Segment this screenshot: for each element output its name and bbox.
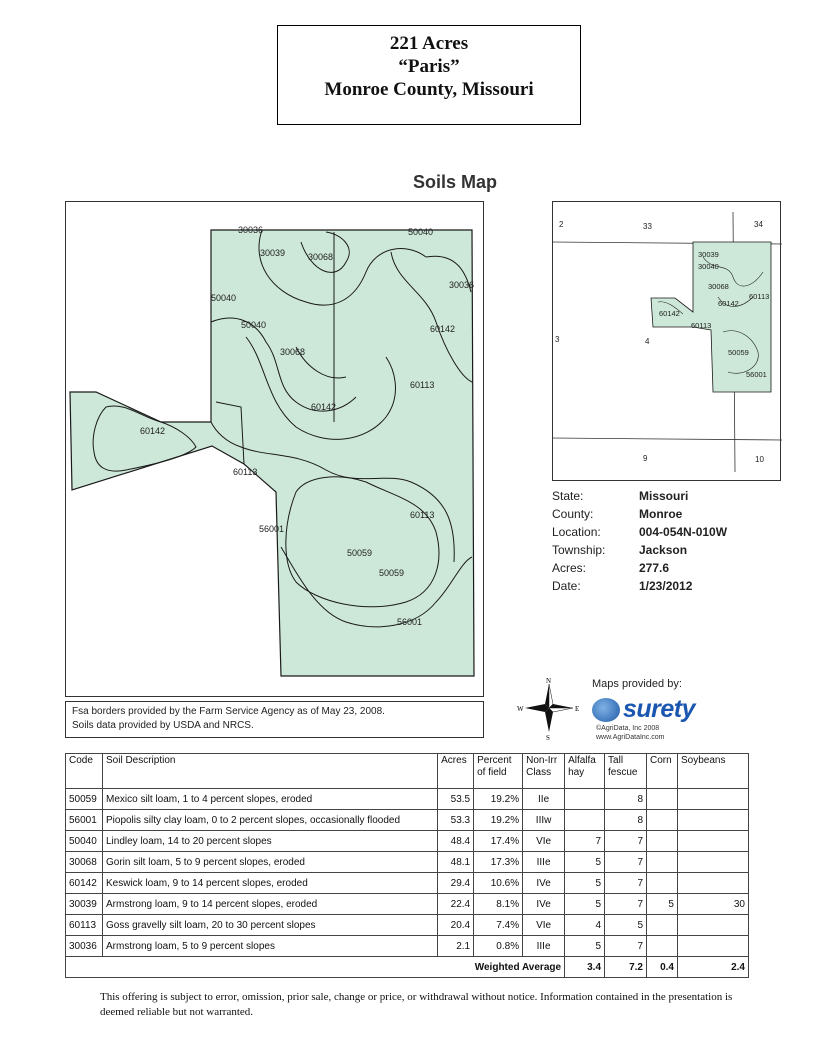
main-soils-map[interactable] — [65, 201, 484, 697]
avg-corn: 0.4 — [647, 957, 678, 978]
cell-corn — [647, 852, 678, 873]
compass-rose-icon — [517, 676, 581, 740]
cell-alfalfa: 5 — [565, 852, 605, 873]
cell-percent: 17.3% — [474, 852, 523, 873]
map-label-14: 56001 — [259, 524, 285, 534]
cell-fescue: 7 — [605, 831, 647, 852]
cell-acres: 22.4 — [438, 894, 474, 915]
section-3: 3 — [555, 335, 560, 344]
map-label-16: 50059 — [347, 548, 373, 558]
info-state — [552, 487, 727, 505]
map-label-15: 60113 — [410, 510, 435, 520]
col-acres: Acres — [438, 754, 474, 789]
section-2: 2 — [559, 220, 564, 229]
info-value: 277.6 — [639, 561, 670, 575]
map-label-10: 60113 — [410, 380, 435, 390]
cell-corn: 5 — [647, 894, 678, 915]
info-township — [552, 541, 727, 559]
cell-alfalfa: 7 — [565, 831, 605, 852]
cell-percent: 19.2% — [474, 810, 523, 831]
map-label-12: 60142 — [140, 426, 166, 436]
info-key: State: — [552, 489, 584, 503]
section-34: 34 — [754, 220, 763, 229]
info-value: Jackson — [639, 543, 688, 557]
cell-fescue: 7 — [605, 936, 647, 957]
avg-alfalfa: 3.4 — [565, 957, 605, 978]
title-box — [277, 25, 581, 125]
avg-soybeans: 2.4 — [677, 957, 748, 978]
cell-class: IIIw — [523, 810, 565, 831]
cell-alfalfa: 4 — [565, 915, 605, 936]
cell-fescue: 8 — [605, 810, 647, 831]
col-corn: Corn — [647, 754, 678, 789]
mini-label-7: 60113 — [691, 321, 712, 330]
avg-fescue: 7.2 — [605, 957, 647, 978]
cell-class: IIIe — [523, 852, 565, 873]
cell-soybeans — [677, 810, 748, 831]
map-label-6: 50040 — [241, 320, 267, 330]
info-key: Location: — [552, 525, 601, 539]
compass-n: N — [546, 677, 552, 685]
mini-label-8: 50059 — [728, 348, 749, 357]
cell-percent: 7.4% — [474, 915, 523, 936]
map-label-7: 30036 — [449, 280, 475, 290]
cell-fescue: 5 — [605, 915, 647, 936]
surety-logo — [592, 695, 732, 724]
table-row — [66, 789, 749, 810]
col-description: Soil Description — [102, 754, 437, 789]
info-county — [552, 505, 727, 523]
cell-percent: 8.1% — [474, 894, 523, 915]
info-key: Township: — [552, 543, 606, 557]
mini-label-4: 60113 — [749, 292, 770, 301]
map-label-5: 50040 — [211, 293, 237, 303]
soils-table — [65, 753, 749, 978]
cell-soybeans — [677, 873, 748, 894]
cell-code: 30039 — [66, 894, 103, 915]
map-label-11: 60142 — [311, 402, 337, 412]
mini-label-5: 60142 — [718, 299, 739, 308]
map-label-13: 60113 — [233, 467, 258, 477]
cell-percent: 0.8% — [474, 936, 523, 957]
main-map-svg — [66, 202, 485, 698]
cell-description: Lindley loam, 14 to 20 percent slopes — [102, 831, 437, 852]
compass-s: S — [546, 734, 550, 740]
info-date — [552, 577, 727, 595]
map-label-9: 30068 — [280, 347, 306, 357]
cell-fescue: 7 — [605, 873, 647, 894]
section-9: 9 — [643, 454, 648, 463]
cell-acres: 20.4 — [438, 915, 474, 936]
mini-label-2: 30040 — [698, 262, 719, 271]
col-soybeans: Soybeans — [677, 754, 748, 789]
cell-description: Mexico silt loam, 1 to 4 percent slopes, eroded — [102, 789, 437, 810]
cell-acres: 53.3 — [438, 810, 474, 831]
cell-code: 60142 — [66, 873, 103, 894]
title-acres: 221 Acres — [389, 33, 469, 54]
cell-corn — [647, 873, 678, 894]
provider-url: www.AgriDataInc.com — [596, 734, 665, 741]
info-value: 004-054N-010W — [639, 525, 728, 539]
cell-corn — [647, 831, 678, 852]
table-row — [66, 915, 749, 936]
map-label-18: 56001 — [397, 617, 423, 627]
info-value: Missouri — [639, 489, 689, 503]
cell-description: Armstrong loam, 9 to 14 percent slopes, eroded — [102, 894, 437, 915]
table-row — [66, 894, 749, 915]
table-header-row — [66, 754, 749, 789]
cell-soybeans — [677, 831, 748, 852]
info-key: County: — [552, 507, 594, 521]
surety-globe-icon — [592, 698, 620, 722]
info-key: Acres: — [552, 561, 587, 575]
mini-label-6: 60142 — [659, 309, 680, 318]
cell-corn — [647, 810, 678, 831]
cell-percent: 17.4% — [474, 831, 523, 852]
section-10: 10 — [755, 455, 764, 464]
cell-description: Gorin silt loam, 5 to 9 percent slopes, eroded — [102, 852, 437, 873]
cell-class: IIe — [523, 789, 565, 810]
cell-alfalfa: 5 — [565, 873, 605, 894]
cell-percent: 10.6% — [474, 873, 523, 894]
cell-code: 30068 — [66, 852, 103, 873]
notes-line-1: Fsa borders provided by the Farm Service Agency as of May 23, 2008. — [72, 706, 385, 717]
info-value: 1/23/2012 — [639, 579, 693, 593]
info-acres — [552, 559, 727, 577]
col-class: Non-Irr Class — [523, 754, 565, 789]
map-label-4: 50040 — [408, 227, 434, 237]
cell-soybeans — [677, 789, 748, 810]
weighted-average-row — [66, 957, 749, 978]
title-name: “Paris” — [398, 56, 460, 77]
location-info — [552, 487, 727, 595]
info-key: Date: — [552, 579, 581, 593]
cell-acres: 53.5 — [438, 789, 474, 810]
cell-alfalfa: 5 — [565, 936, 605, 957]
mini-label-1: 30039 — [698, 250, 719, 259]
map-label-8: 60142 — [430, 324, 456, 334]
disclaimer: This offering is subject to error, omission, prior sale, change or price, or withdrawal without notice. Information contained in the presentation is deemed reliable but not warranted. — [100, 991, 733, 1018]
location-mini-map[interactable] — [552, 201, 781, 481]
map-title: Soils Map — [412, 172, 497, 192]
cell-description: Keswick loam, 9 to 14 percent slopes, eroded — [102, 873, 437, 894]
cell-alfalfa: 5 — [565, 894, 605, 915]
table-row — [66, 873, 749, 894]
cell-class: VIe — [523, 915, 565, 936]
col-alfalfa: Alfalfa hay — [565, 754, 605, 789]
cell-code: 60113 — [66, 915, 103, 936]
table-row — [66, 852, 749, 873]
compass-w: W — [517, 705, 524, 713]
cell-description: Goss gravelly silt loam, 20 to 30 percent slopes — [102, 915, 437, 936]
cell-corn — [647, 936, 678, 957]
mini-label-9: 56001 — [746, 370, 767, 379]
notes-line-2: Soils data provided by USDA and NRCS. — [72, 720, 254, 731]
col-code: Code — [66, 754, 103, 789]
info-location — [552, 523, 727, 541]
data-source-notes — [65, 701, 484, 738]
cell-fescue: 8 — [605, 789, 647, 810]
map-label-17: 50059 — [379, 568, 405, 578]
mini-map-svg — [553, 202, 782, 482]
table-row — [66, 831, 749, 852]
cell-description: Piopolis silty clay loam, 0 to 2 percent slopes, occasionally flooded — [102, 810, 437, 831]
cell-class: IIIe — [523, 936, 565, 957]
cell-soybeans — [677, 852, 748, 873]
cell-corn — [647, 915, 678, 936]
surety-logo-text: surety — [623, 695, 696, 723]
cell-soybeans — [677, 915, 748, 936]
cell-fescue: 7 — [605, 894, 647, 915]
cell-soybeans: 30 — [677, 894, 748, 915]
weighted-average-label: Weighted Average — [66, 957, 565, 978]
cell-acres: 48.4 — [438, 831, 474, 852]
cell-code: 50040 — [66, 831, 103, 852]
cell-acres: 2.1 — [438, 936, 474, 957]
cell-class: VIe — [523, 831, 565, 852]
table-row — [66, 810, 749, 831]
cell-soybeans — [677, 936, 748, 957]
col-fescue: Tall fescue — [605, 754, 647, 789]
cell-percent: 19.2% — [474, 789, 523, 810]
cell-code: 50059 — [66, 789, 103, 810]
provider-copyright: ©AgriData, Inc 2008 — [596, 725, 660, 732]
map-label-3: 30068 — [308, 252, 334, 262]
cell-alfalfa — [565, 810, 605, 831]
cell-acres: 48.1 — [438, 852, 474, 873]
cell-description: Armstrong loam, 5 to 9 percent slopes — [102, 936, 437, 957]
col-percent: Percent of field — [474, 754, 523, 789]
cell-class: IVe — [523, 894, 565, 915]
field-boundary — [70, 230, 474, 676]
compass-e: E — [575, 705, 580, 713]
map-label-2: 30039 — [260, 248, 286, 258]
cell-acres: 29.4 — [438, 873, 474, 894]
info-value: Monroe — [639, 507, 683, 521]
mini-label-3: 30068 — [708, 282, 729, 291]
cell-corn — [647, 789, 678, 810]
cell-code: 56001 — [66, 810, 103, 831]
cell-class: IVe — [523, 873, 565, 894]
title-county: Monroe County, Missouri — [324, 79, 534, 100]
map-label-1: 30036 — [238, 225, 264, 235]
cell-alfalfa — [565, 789, 605, 810]
table-row — [66, 936, 749, 957]
provider-title: Maps provided by: — [592, 678, 682, 690]
map-provider — [592, 678, 732, 742]
cell-fescue: 7 — [605, 852, 647, 873]
section-33: 33 — [643, 222, 652, 231]
cell-code: 30036 — [66, 936, 103, 957]
section-4: 4 — [645, 337, 650, 346]
